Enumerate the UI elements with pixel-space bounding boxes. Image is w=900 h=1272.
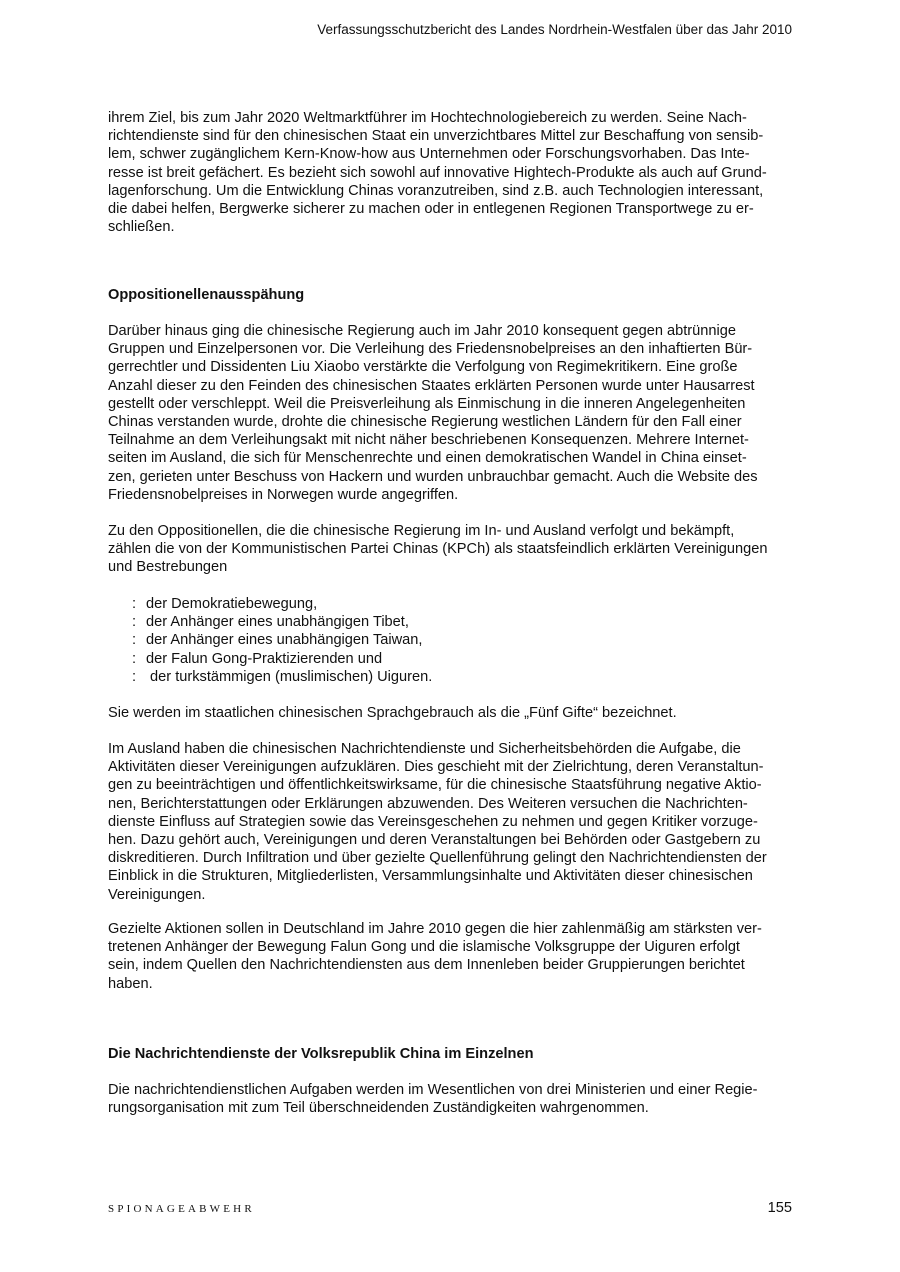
paragraph-oppositionelle — [108, 522, 794, 577]
running-header: Verfassungsschutzbericht des Landes Nordrhein-Westfalen über das Jahr 2010 — [317, 22, 792, 37]
bullet-marker: : — [132, 668, 137, 685]
list-item-text: der Falun Gong-Praktizierenden und — [146, 650, 383, 667]
five-poisons-list — [108, 595, 432, 686]
text-line: lagenforschung. Um die Entwicklung Chinas voranzutreiben, sind z.B. auch Technologien interessant, — [108, 182, 764, 199]
text-line: sein, indem Quellen den Nachrichtendiensten aus dem Innenleben beider Gruppierungen berichtet — [108, 957, 745, 974]
section-heading-oppositionellen: Oppositionellenausspähung — [108, 287, 305, 303]
text-line: diskreditieren. Durch Infiltration und über gezielte Quellenführung gelingt den Nachrichtendiensten der — [108, 850, 767, 867]
list-item — [108, 631, 432, 649]
bullet-marker: : — [132, 632, 137, 649]
paragraph-ausland — [108, 740, 794, 904]
text-line: hen. Dazu gehört auch, Vereinigungen und deren Veranstaltungen bei Behörden oder Gastgebern zu — [108, 832, 761, 849]
text-line: Anzahl dieser zu den Feinden des chinesischen Staates erklärten Personen wurde unter Hausarrest — [108, 377, 755, 394]
list-item-text: der Demokratiebewegung, — [146, 596, 318, 612]
text-line: seiten im Ausland, die sich für Menschenrechte und einen demokratischen Wandel in China einset- — [108, 450, 747, 467]
text-line: ihrem Ziel, bis zum Jahr 2020 Weltmarktführer im Hochtechnologiebereich zu werden. Seine Nach- — [108, 110, 747, 126]
text-line: dienste Einfluss auf Strategien sowie das Vereinsgeschehen zu nehmen und gegen Kritiker vorzuge- — [108, 813, 758, 830]
text-line: gestellt oder verschleppt. Weil die Preisverleihung als Einmischung in die inneren Angelegenheiten — [108, 395, 746, 412]
bullet-marker: : — [132, 596, 137, 612]
text-line: rungsorganisation mit zum Teil überschneidenden Zuständigkeiten wahrgenommen. — [108, 1100, 649, 1117]
intro-paragraph — [108, 109, 794, 236]
paragraph-ministerien — [108, 1081, 794, 1117]
list-item-text: der Anhänger eines unabhängigen Tibet, — [146, 614, 409, 631]
list-item — [108, 668, 432, 686]
list-item-text: der turkstämmigen (muslimischen) Uiguren. — [146, 668, 433, 685]
text-line: Gezielte Aktionen sollen in Deutschland im Jahre 2010 gegen die hier zahlenmäßig am stärksten ver- — [108, 921, 762, 937]
text-line: haben. — [108, 975, 153, 992]
footer-section-label: SPIONAGEABWEHR — [108, 1203, 255, 1215]
text-line: Darüber hinaus ging die chinesische Regierung auch im Jahr 2010 konsequent gegen abtrünnige — [108, 323, 736, 339]
bullet-marker: : — [132, 614, 137, 631]
text-line: resse ist breit gefächert. Es bezieht sich sowohl auf innovative Hightech-Produkte als auch auf Grund- — [108, 164, 767, 181]
paragraph-aktionen — [108, 920, 794, 993]
paragraph-fuenf-gifte — [108, 704, 794, 722]
text-line: und Bestrebungen — [108, 559, 228, 576]
text-line: richtendienste sind für den chinesischen Staat ein unverzichtbares Mittel zur Beschaffung von sensib- — [108, 128, 764, 145]
text-line: Chinas verstanden wurde, drohte die chinesische Regierung westlichen Ländern für den Fall einer — [108, 414, 742, 431]
bullet-marker: : — [132, 650, 137, 667]
paragraph-regierung — [108, 322, 794, 504]
text-line: Teilnahme an dem Verleihungsakt mit nicht näher beschriebenen Konsequenzen. Mehrere Internet- — [108, 432, 749, 449]
text-line: lem, schwer zugänglichem Kern-Know-how aus Unternehmen oder Forschungsvorhaben. Das Inte- — [108, 146, 750, 163]
list-item — [108, 595, 432, 613]
text-line: Zu den Oppositionellen, die die chinesische Regierung im In- und Ausland verfolgt und bekämpft, — [108, 523, 735, 539]
text-line: Gruppen und Einzelpersonen vor. Die Verleihung des Friedensnobelpreises an den inhaftierten Bür- — [108, 341, 753, 358]
page-number: 155 — [767, 1200, 792, 1216]
text-line: zen, gerieten unter Beschuss von Hackern und wurden unbrauchbar gemacht. Auch die Website des — [108, 468, 758, 485]
text-line: Sie werden im staatlichen chinesischen Sprachgebrauch als die „Fünf Gifte“ bezeichnet. — [108, 705, 677, 721]
list-item — [108, 650, 432, 668]
text-line: die dabei helfen, Bergwerke sicherer zu machen oder in entlegenen Regionen Transportwege zu er- — [108, 201, 754, 218]
text-line: Aktivitäten dieser Vereinigungen aufzuklären. Dies geschieht mit der Zielrichtung, deren Veranstaltun- — [108, 759, 764, 776]
list-item — [108, 613, 432, 631]
text-line: tretenen Anhänger der Bewegung Falun Gong und die islamische Volksgruppe der Uiguren erfolgt — [108, 939, 740, 956]
text-line: schließen. — [108, 219, 175, 236]
list-item-text: der Anhänger eines unabhängigen Taiwan, — [146, 632, 423, 649]
text-line: Friedensnobelpreises in Norwegen wurde angegriffen. — [108, 486, 459, 503]
text-line: gerrechtler und Dissidenten Liu Xiaobo verstärkte die Verfolgung von Regimekritikern. Eine große — [108, 359, 738, 376]
text-line: Vereinigungen. — [108, 886, 206, 903]
text-line: Einblick in die Strukturen, Mitgliederlisten, Versammlungsinhalte und Aktivitäten dieser chinesischen — [108, 868, 753, 885]
text-line: Im Ausland haben die chinesischen Nachrichtendienste und Sicherheitsbehörden die Aufgabe, die — [108, 741, 741, 757]
section-heading-nachrichtendienste: Die Nachrichtendienste der Volksrepublik China im Einzelnen — [108, 1046, 534, 1062]
text-line: zählen die von der Kommunistischen Partei Chinas (KPCh) als staatsfeindlich erklärten Vereinigungen — [108, 541, 768, 558]
text-line: nen, Berichterstattungen oder Erklärungen abzuwenden. Des Weiteren versuchen die Nachrichten- — [108, 795, 748, 812]
text-line: gen zu beeinträchtigen und öffentlichkeitswirksame, für die chinesische Staatsführung negative Aktio- — [108, 777, 762, 794]
text-line: Die nachrichtendienstlichen Aufgaben werden im Wesentlichen von drei Ministerien und einer Regie- — [108, 1082, 758, 1098]
